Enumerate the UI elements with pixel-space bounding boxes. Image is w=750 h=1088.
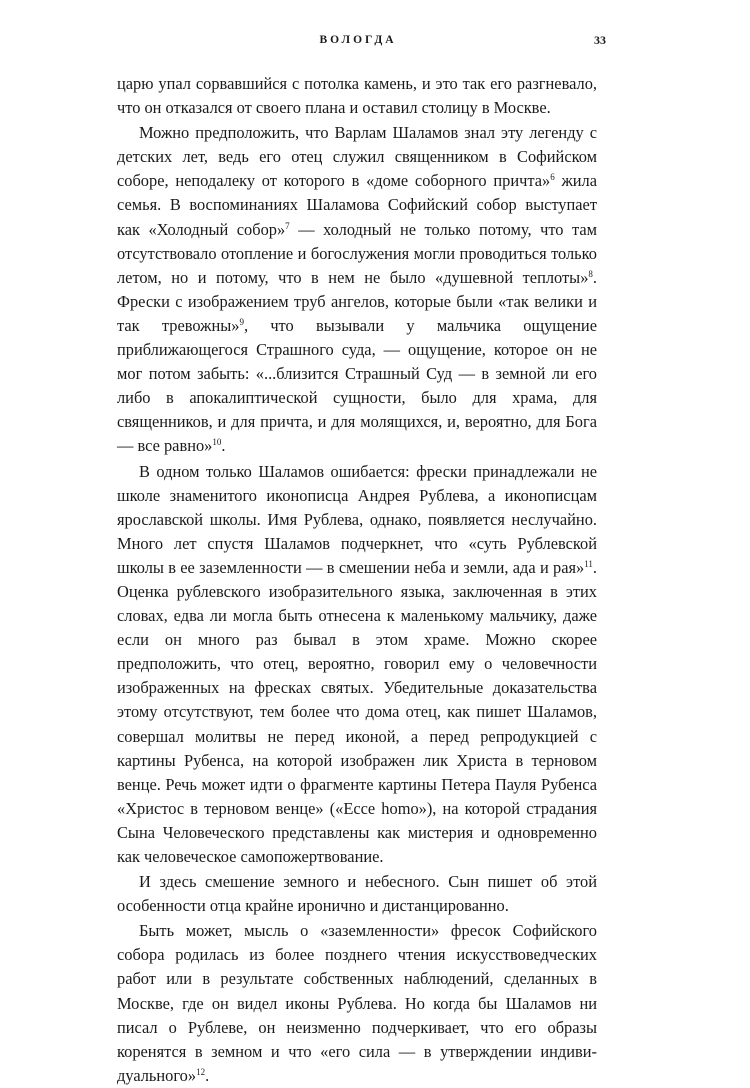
footnote-ref-11: 11: [584, 558, 593, 569]
paragraph-text: .: [205, 1065, 210, 1085]
paragraph-text: царю упал сорвавшийся с потолка камень, и это так его разгневало, что он отказался от своего плана и оставил столицу в Москве.: [117, 74, 597, 118]
paragraph-text: жила семья. В воспоминаниях Шаламова Софийский собор выступает как «Холодный собор»: [117, 171, 597, 239]
paragraph-5: [117, 919, 597, 1088]
running-header: [118, 30, 606, 50]
paragraph-1: [117, 72, 597, 120]
footnote-ref-9: 9: [239, 316, 244, 327]
footnote-ref-6: 6: [550, 172, 555, 183]
paragraph-text: . Оценка рублевского изобразительного языка, заключенная в этих словах, едва ли могла быть отнесена к маленькому мальчику, даже если он много раз бывал в этом храме. Можно скорее предположить, что отец, вероятно, говорил ему о человечности изображенных на фресках святых. Убедительные доказательства этому отсутствуют, тем более что дома отец, как пишет Шаламов, совершал молитвы не перед иконой, а перед репродукцией с картины Рубенса, на которой изображен лик Христа в терновом венце. Речь может идти о фрагменте картины Петера Пауля Рубенса «Христос в терновом венце» («Ecce homo»), на которой страдания Сына Человеческого представлены как мистерия и одновременно как человеческое самопожертвование.: [117, 557, 597, 866]
paragraph-text: Быть может, мысль о «заземленности» фресок Софийского собора родилась из более позднего чтения искусствоведческих работ или в результате собственных наблюдений, сделанных в Москве, где он видел иконы Рублева. Но когда бы Шаламов ни писал о Рублеве, он неизменно подчеркивает, что его образы коренятся в земном и что «его сила — в утверждении индивидуального»: [117, 921, 597, 1085]
paragraph-text: .: [221, 436, 226, 456]
paragraph-4: [117, 870, 597, 918]
footnote-ref-12: 12: [196, 1066, 206, 1077]
paragraph-3: [117, 460, 597, 870]
paragraph-text: , что вызывали у мальчика ощущение приближающегося Страшного суда, — ощущение, которое он не мог потом забыть: «...близится Страшный Суд — в земной ли его либо в апокалиптической сущности, было для храма, для священников, и для причта, и для молящихся, и, вероятно, для Бога — все равно»: [117, 315, 597, 456]
running-title: ВОЛОГДА: [319, 34, 397, 46]
paragraph-text: Можно предположить, что Варлам Шаламов знал эту легенду с детских лет, ведь его отец служил священником в Софийском соборе, неподалеку от которого в «доме соборного причта»: [117, 123, 597, 191]
paragraph-2: [117, 121, 597, 458]
paragraph-text: И здесь смешение земного и небесного. Сын пишет об этой особенности отца крайне иронично и дистанцированно.: [117, 872, 597, 916]
footnote-ref-7: 7: [285, 220, 290, 231]
body-text: [117, 72, 597, 1088]
footnote-ref-10: 10: [212, 437, 222, 448]
paragraph-text: . Фрески с изображением труб ангелов, которые были «так велики и так тревожны»: [117, 267, 597, 335]
paragraph-text: — холодный не только потому, что там отсутствовало отопление и богослужения могли проводиться только летом, но и потому, что в нем не было «душевной теплоты»: [117, 219, 597, 287]
footnote-ref-8: 8: [588, 268, 593, 279]
page-number: 33: [594, 33, 606, 47]
paragraph-text: В одном только Шаламов ошибается: фрески принадлежали не школе знаменитого иконописца Андрея Рублева, а иконописцам ярославской школы. Имя Рублева, однако, появляется неслучайно. Много лет спустя Шаламов подчеркнет, что «суть Рублевской школы в ее заземленности — в смешении неба и земли, ада и рая»: [117, 461, 597, 577]
